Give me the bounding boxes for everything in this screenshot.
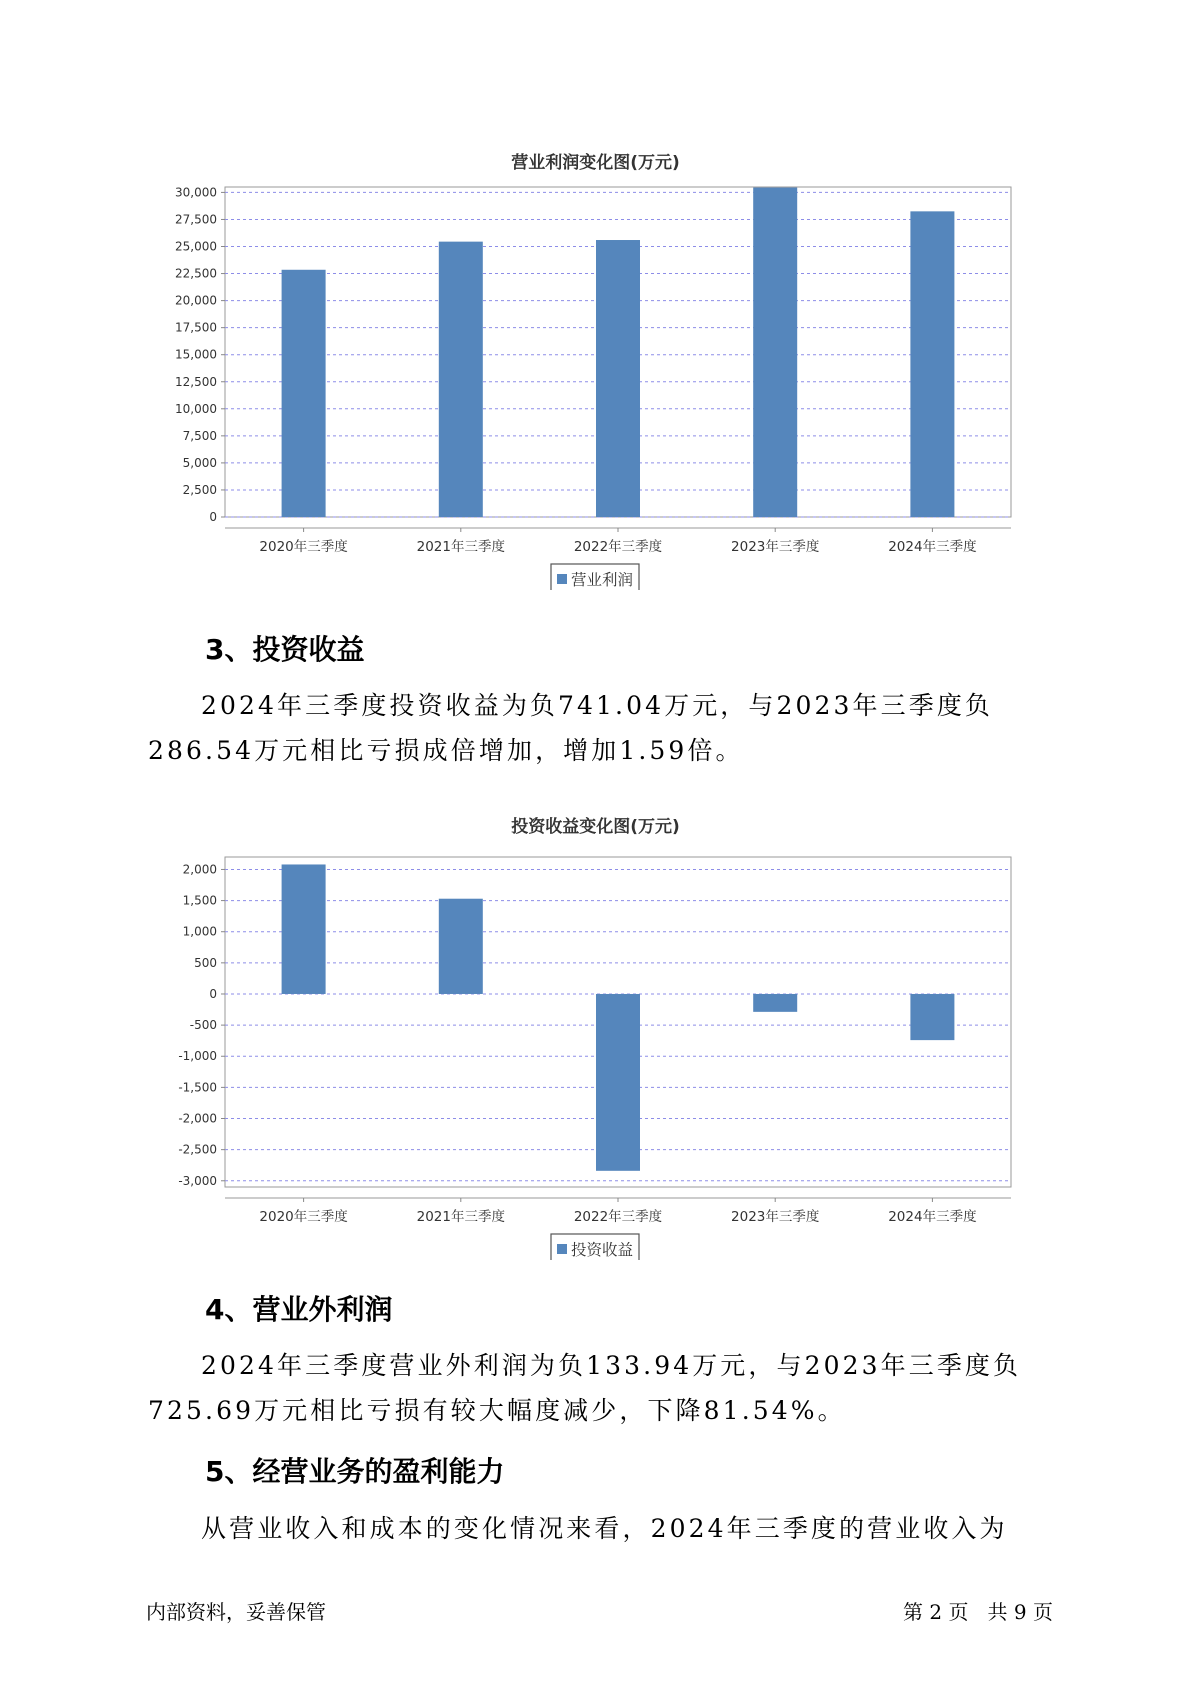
y-tick-label: 17,500: [175, 320, 217, 335]
footer-confidential: 内部资料，妥善保管: [146, 1600, 326, 1624]
legend-swatch: [557, 1244, 567, 1254]
section3-heading: 3、投资收益: [205, 633, 365, 666]
x-tick-label: 2021年三季度: [416, 539, 505, 555]
x-tick-label: 2024年三季度: [888, 539, 977, 555]
legend-label: 投资收益: [571, 1241, 634, 1259]
y-tick-label: -1,000: [178, 1049, 217, 1064]
y-tick-label: 10,000: [175, 401, 217, 416]
y-tick-label: 0: [209, 510, 217, 524]
section5-heading: 5、经营业务的盈利能力: [205, 1455, 505, 1488]
x-tick-label: 2022年三季度: [573, 539, 663, 555]
x-tick-label: 2020年三季度: [259, 1209, 348, 1225]
y-tick-label: 5,000: [182, 455, 217, 470]
y-tick-label: -3,000: [178, 1173, 217, 1188]
bar-2023年三季度: [753, 994, 797, 1012]
bar-2023年三季度: [753, 188, 797, 517]
chart2-title: 投资收益变化图(万元): [511, 817, 680, 837]
bar-2022年三季度: [596, 994, 640, 1171]
section4-heading: 4、营业外利润: [205, 1293, 393, 1326]
y-tick-label: 22,500: [175, 266, 217, 281]
y-tick-label: 1,500: [182, 893, 217, 908]
y-tick-label: 2,500: [182, 482, 217, 497]
y-tick-label: 1,000: [182, 924, 217, 939]
y-tick-label: -2,000: [178, 1111, 217, 1126]
y-tick-label: 500: [194, 955, 217, 970]
section3-paragraph: 2024年三季度投资收益为负741.04万元，与2023年三季度负286.54万元相比亏损成倍增加，增加1.59倍。: [148, 691, 994, 765]
x-tick-label: 2023年三季度: [731, 539, 820, 555]
x-tick-label: 2024年三季度: [888, 1209, 977, 1225]
x-tick-label: 2022年三季度: [573, 1209, 663, 1225]
y-tick-label: 12,500: [175, 374, 217, 389]
y-tick-label: -2,500: [178, 1142, 217, 1157]
y-tick-label: 7,500: [182, 428, 217, 443]
y-tick-label: 20,000: [175, 293, 217, 308]
investment-income-chart: [0, 840, 1191, 1260]
y-tick-label: 0: [209, 986, 217, 1001]
section4-paragraph: 2024年三季度营业外利润为负133.94万元，与2023年三季度负725.69万元相比亏损有较大幅度减少，下降81.54%。: [148, 1351, 1022, 1425]
legend-swatch: [557, 574, 567, 584]
y-tick-label: -1,500: [178, 1080, 217, 1095]
bar-2021年三季度: [439, 242, 483, 517]
operating-profit-chart: [0, 170, 1191, 590]
bar-2020年三季度: [282, 864, 326, 994]
section5-paragraph: 从营业收入和成本的变化情况来看，2024年三季度的营业收入为: [201, 1514, 1008, 1543]
x-tick-label: 2023年三季度: [731, 1209, 820, 1225]
y-tick-label: 30,000: [175, 185, 217, 200]
y-tick-label: 15,000: [175, 347, 217, 362]
bar-2024年三季度: [910, 211, 954, 517]
bar-2024年三季度: [910, 994, 954, 1040]
x-tick-label: 2020年三季度: [259, 539, 348, 555]
y-tick-label: 27,500: [175, 212, 217, 227]
x-tick-label: 2021年三季度: [416, 1209, 505, 1225]
legend-label: 营业利润: [571, 571, 634, 589]
bar-2021年三季度: [439, 899, 483, 994]
bar-2022年三季度: [596, 240, 640, 517]
y-tick-label: 25,000: [175, 239, 217, 254]
footer-page-number: 第 2 页 共 9 页: [903, 1600, 1053, 1624]
bar-2020年三季度: [282, 270, 326, 517]
chart1-title: 营业利润变化图(万元): [511, 153, 680, 173]
y-tick-label: -500: [189, 1018, 217, 1033]
y-tick-label: 2,000: [182, 862, 217, 877]
